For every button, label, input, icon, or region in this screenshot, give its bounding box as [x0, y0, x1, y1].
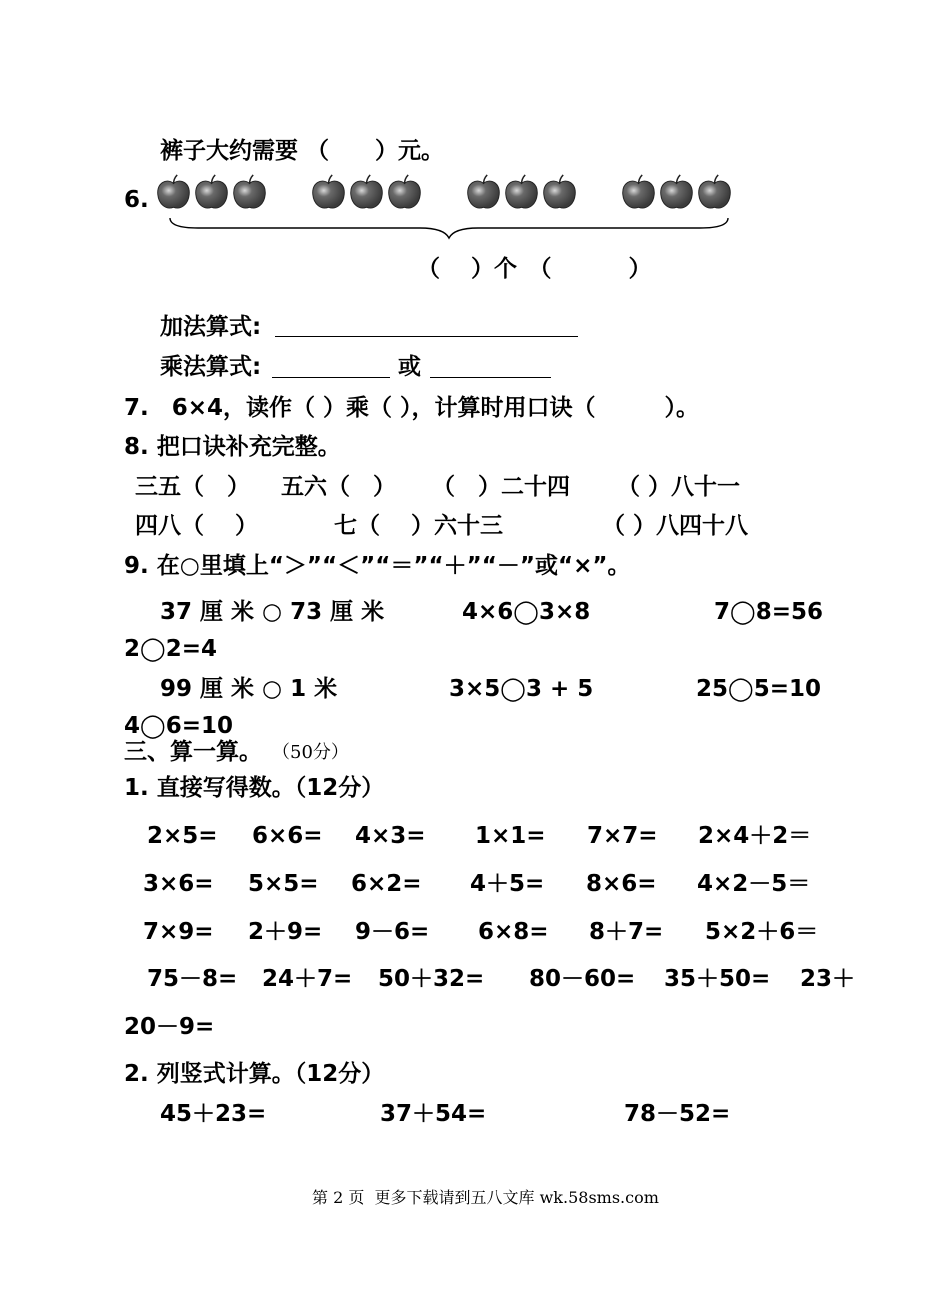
- q5-tail: 裤子大约需要 （ ）元。: [160, 138, 445, 164]
- q9-r1-c: 7◯8=56: [714, 599, 824, 625]
- calc1-item: 7×9=: [143, 919, 214, 945]
- calc1-item: 35＋50=: [664, 966, 771, 992]
- calc2-item-1: 45＋23=: [160, 1101, 267, 1127]
- q9-title: 9. 在○里填上“＞”“＜”“＝”“＋”“－”或“×”。: [124, 553, 631, 579]
- calc1-item: 6×8=: [478, 919, 549, 945]
- calc1-item: 50＋32=: [378, 966, 485, 992]
- calc1-wrap: 20－9=: [124, 1014, 215, 1040]
- q8-r2-a: 四八（ ）: [135, 513, 259, 539]
- apple-icon: [348, 174, 385, 211]
- apple-icon: [155, 174, 192, 211]
- q9-r1-wrap: 2◯2=4: [124, 636, 218, 662]
- calc1-item: 7×7=: [587, 823, 658, 849]
- apple-icon: [310, 174, 347, 211]
- q7: 7. 6×4，读作（ ）乘（ ），计算时用口诀（ ）。: [124, 395, 700, 421]
- q8-r1-a: 三五（ ）: [135, 474, 250, 500]
- q6-answer-blank: （ ）个 （ ）: [417, 256, 652, 282]
- calc1-item: 8＋7=: [589, 919, 664, 945]
- apple-icon: [620, 174, 657, 211]
- apple-icon: [503, 174, 540, 211]
- q6-number: 6.: [124, 187, 149, 213]
- q8-r1-b: 五六（ ）: [281, 474, 396, 500]
- calc1-item: 6×2=: [351, 871, 422, 897]
- curly-brace: [168, 214, 730, 240]
- apple-icon: [541, 174, 578, 211]
- section3-score: （50分）: [272, 742, 349, 763]
- calc1-item: 4×2－5＝: [697, 871, 811, 897]
- q9-r1-b: 4×6◯3×8: [462, 599, 591, 625]
- q6-or: 或: [398, 354, 421, 380]
- calc1-item: 2×5=: [147, 823, 218, 849]
- q8-r1-d: （ ）八十一: [617, 474, 741, 500]
- calc1-item: 8×6=: [586, 871, 657, 897]
- calc1-title: 1. 直接写得数。（12分）: [124, 775, 385, 801]
- calc1-item: 5×5=: [248, 871, 319, 897]
- calc1-item: 24＋7=: [262, 966, 353, 992]
- q8-r2-b: 七（ ）六十三: [334, 513, 504, 539]
- calc1-item: 9－6=: [355, 919, 430, 945]
- q8-r1-c: （ ）二十四: [432, 474, 570, 500]
- calc2-title: 2. 列竖式计算。（12分）: [124, 1061, 385, 1087]
- q6-add-label: 加法算式:: [160, 314, 262, 340]
- section3-title: 三、算一算。: [124, 739, 262, 765]
- calc1-item: 4×3=: [355, 823, 426, 849]
- q9-r2-c: 25◯5=10: [696, 676, 822, 702]
- q9-r2-b: 3×5◯3 + 5: [449, 676, 594, 702]
- q9-r2-a: 99 厘 米 ○ 1 米: [160, 676, 338, 702]
- calc1-item: 75－8=: [147, 966, 238, 992]
- apple-icon: [696, 174, 733, 211]
- add-answer-line[interactable]: [275, 336, 578, 337]
- calc1-item: 3×6=: [143, 871, 214, 897]
- calc1-item: 4＋5=: [470, 871, 545, 897]
- calc1-item: 2×4＋2＝: [698, 823, 812, 849]
- calc1-item: 6×6=: [252, 823, 323, 849]
- apple-icon: [193, 174, 230, 211]
- q9-r1-a: 37 厘 米 ○ 73 厘 米: [160, 599, 385, 625]
- mul-answer-line-1[interactable]: [272, 377, 390, 378]
- q8-r2-c: （ ）八四十八: [602, 513, 749, 539]
- calc1-item: 80－60=: [529, 966, 636, 992]
- calc2-item-3: 78－52=: [624, 1101, 731, 1127]
- apple-icon: [465, 174, 502, 211]
- calc2-item-2: 37＋54=: [380, 1101, 487, 1127]
- calc1-item: 23＋: [800, 966, 856, 992]
- apple-icon: [231, 174, 268, 211]
- calc1-item: 1×1=: [475, 823, 546, 849]
- calc1-item: 2＋9=: [248, 919, 323, 945]
- q9-r2-wrap: 4◯6=10: [124, 713, 234, 739]
- mul-answer-line-2[interactable]: [430, 377, 551, 378]
- calc1-item: 5×2＋6＝: [705, 919, 819, 945]
- page-footer: 第 2 页 更多下载请到五八文库 wk.58sms.com: [312, 1188, 659, 1207]
- apple-icon: [658, 174, 695, 211]
- q6-mul-label: 乘法算式:: [160, 354, 262, 380]
- q8-title: 8. 把口诀补充完整。: [124, 434, 341, 460]
- apple-icon: [386, 174, 423, 211]
